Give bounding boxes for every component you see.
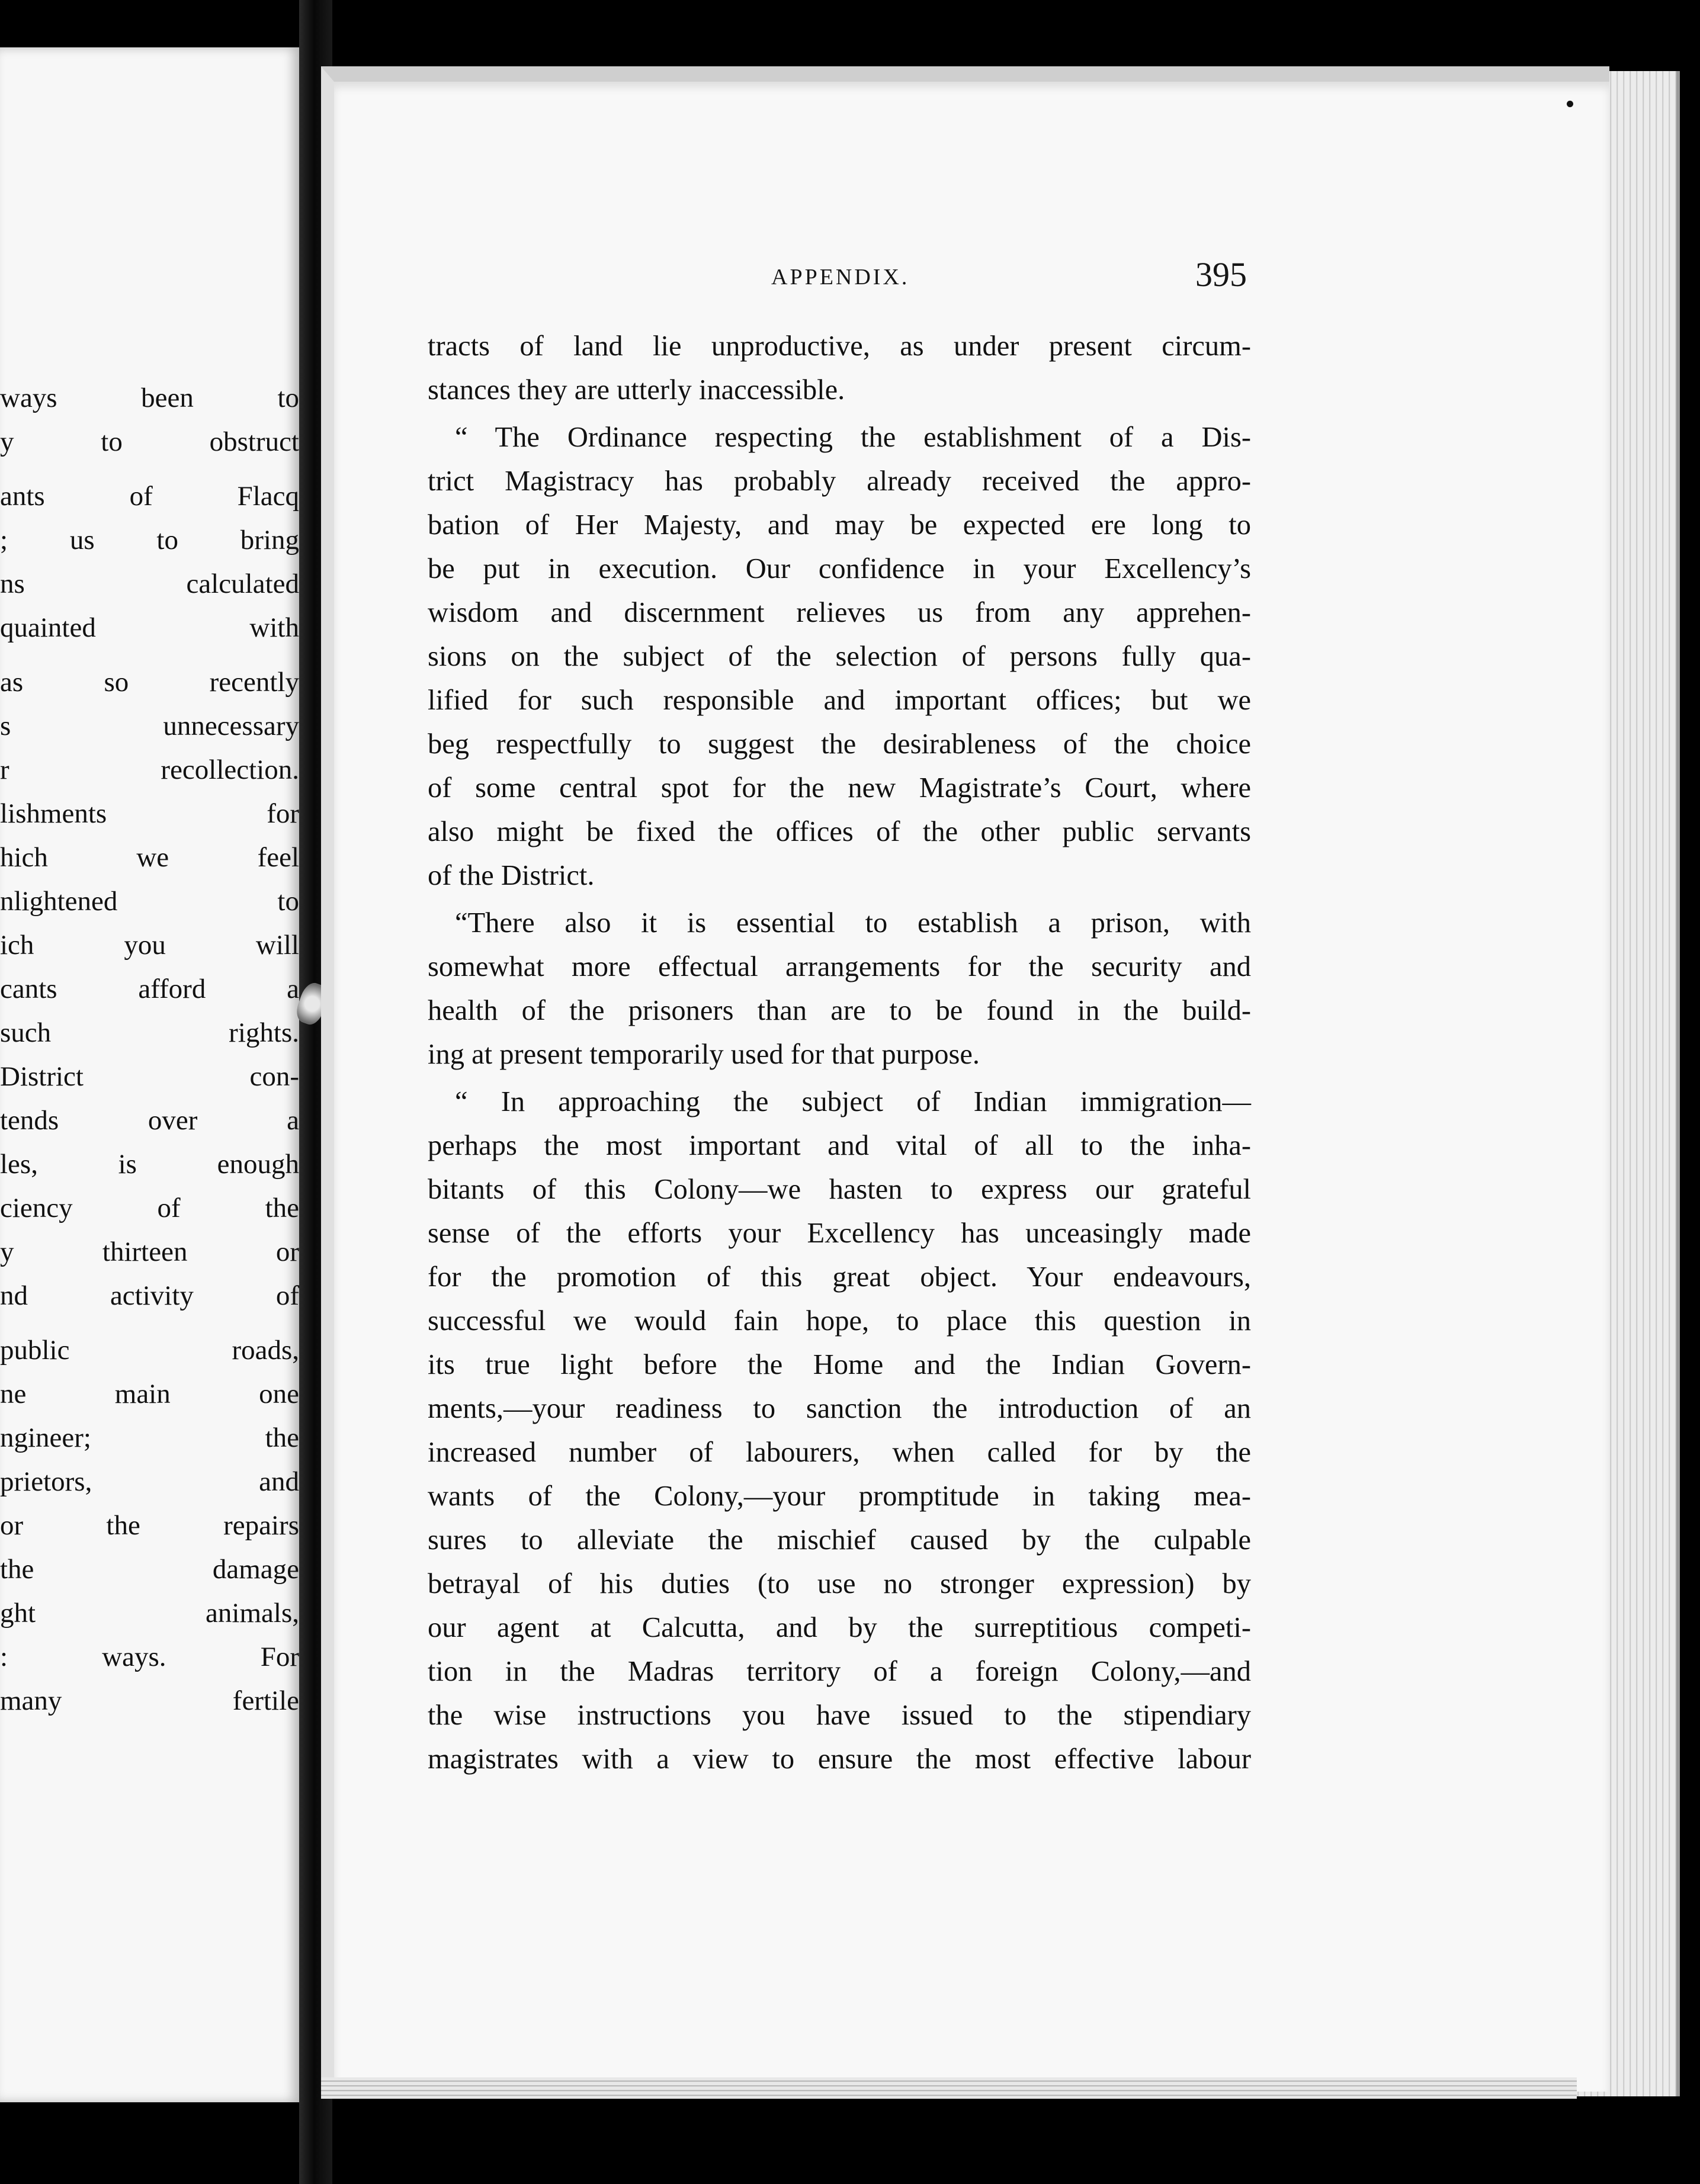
text-line: betrayal of his duties (to use no stronger expression) by: [428, 1568, 1251, 1600]
text-line: “There also it is essential to establish a prison, with: [455, 907, 1251, 939]
text-line: sures to alleviate the mischief caused by the culpable: [428, 1524, 1251, 1556]
facing-line: or the repairs: [0, 1510, 299, 1541]
text-line: trict Magistracy has probably already received the appro-: [428, 465, 1251, 497]
facing-line: many fertile: [0, 1685, 299, 1716]
text-line: tracts of land lie unproductive, as under present circum-: [428, 330, 1251, 362]
facing-line: as so recently: [0, 667, 299, 698]
facing-line: tends over a: [0, 1105, 299, 1136]
facing-line: y to obstruct: [0, 426, 299, 457]
page-bottom-edges: [321, 2077, 1577, 2099]
text-line: increased number of labourers, when called for by the: [428, 1437, 1251, 1468]
facing-line: prietors, and: [0, 1466, 299, 1497]
text-line: beg respectfully to suggest the desirableness of the choice: [428, 728, 1251, 760]
facing-line: les, is enough: [0, 1149, 299, 1180]
text-line: ing at present temporarily used for that purpose.: [428, 1039, 980, 1070]
text-line: stances they are utterly inaccessible.: [428, 374, 845, 406]
facing-line: ght animals,: [0, 1598, 299, 1629]
facing-line: nd activity of: [0, 1280, 299, 1311]
text-line: successful we would fain hope, to place this question in: [428, 1305, 1251, 1337]
text-line: bitants of this Colony—we hasten to express our grateful: [428, 1174, 1251, 1205]
facing-line: ich you will: [0, 930, 299, 961]
facing-line: s unnecessary: [0, 711, 299, 741]
facing-line: public roads,: [0, 1335, 299, 1366]
speck-mark: [1567, 101, 1573, 107]
text-line: also might be fixed the offices of the other public servants: [428, 816, 1251, 847]
facing-line: ns calculated: [0, 569, 299, 599]
facing-line: quainted with: [0, 612, 299, 643]
text-line: be put in execution. Our confidence in your Excellency’s: [428, 553, 1251, 584]
text-line: “ In approaching the subject of Indian immigration—: [455, 1086, 1251, 1117]
facing-line: ants of Flacq: [0, 481, 299, 512]
facing-line: such rights.: [0, 1017, 299, 1048]
facing-line: the damage: [0, 1554, 299, 1585]
text-line: health of the prisoners than are to be found in the build-: [428, 995, 1251, 1026]
text-line: magistrates with a view to ensure the most effective labour: [428, 1743, 1251, 1775]
facing-line: ciency of the: [0, 1193, 299, 1223]
text-line: wisdom and discernment relieves us from any apprehen-: [428, 597, 1251, 628]
facing-line: ways been to: [0, 383, 299, 413]
text-line: somewhat more effectual arrangements for the security and: [428, 951, 1251, 982]
text-line: of some central spot for the new Magistrate’s Court, where: [428, 772, 1251, 804]
running-head: APPENDIX.: [771, 265, 910, 290]
facing-line: ; us to bring: [0, 525, 299, 555]
facing-line: r recollection.: [0, 754, 299, 785]
text-line: wants of the Colony,—your promptitude in taking mea-: [428, 1480, 1251, 1512]
text-line: tion in the Madras territory of a foreign Colony,—and: [428, 1656, 1251, 1687]
text-line: ments,—your readiness to sanction the introduction of an: [428, 1393, 1251, 1424]
facing-line: ne main one: [0, 1379, 299, 1409]
facing-line: lishments for: [0, 798, 299, 829]
text-line: “ The Ordinance respecting the establishment of a Dis-: [455, 422, 1251, 453]
text-line: the wise instructions you have issued to the stipendiary: [428, 1700, 1251, 1731]
text-line: its true light before the Home and the Indian Govern-: [428, 1349, 1251, 1380]
page-number: 395: [1195, 255, 1247, 294]
facing-line: y thirteen or: [0, 1236, 299, 1267]
text-line: our agent at Calcutta, and by the surreptitious competi-: [428, 1612, 1251, 1643]
facing-line: ngineer; the: [0, 1422, 299, 1453]
text-line: for the promotion of this great object. Your endeavours,: [428, 1261, 1251, 1293]
facing-line: : ways. For: [0, 1642, 299, 1672]
facing-line: cants afford a: [0, 974, 299, 1004]
text-line: lified for such responsible and important offices; but we: [428, 685, 1251, 716]
facing-page-left: [0, 47, 299, 2102]
text-line: perhaps the most important and vital of all to the inha-: [428, 1130, 1251, 1161]
text-line: bation of Her Majesty, and may be expected ere long to: [428, 509, 1251, 541]
text-line: of the District.: [428, 860, 595, 891]
facing-line: hich we feel: [0, 842, 299, 873]
text-line: sions on the subject of the selection of persons fully qua-: [428, 641, 1251, 672]
text-line: sense of the efforts your Excellency has unceasingly made: [428, 1218, 1251, 1249]
facing-line: District con-: [0, 1061, 299, 1092]
body-text: [428, 325, 1251, 1781]
facing-line: nlightened to: [0, 886, 299, 917]
facing-page-text: [0, 376, 299, 1723]
